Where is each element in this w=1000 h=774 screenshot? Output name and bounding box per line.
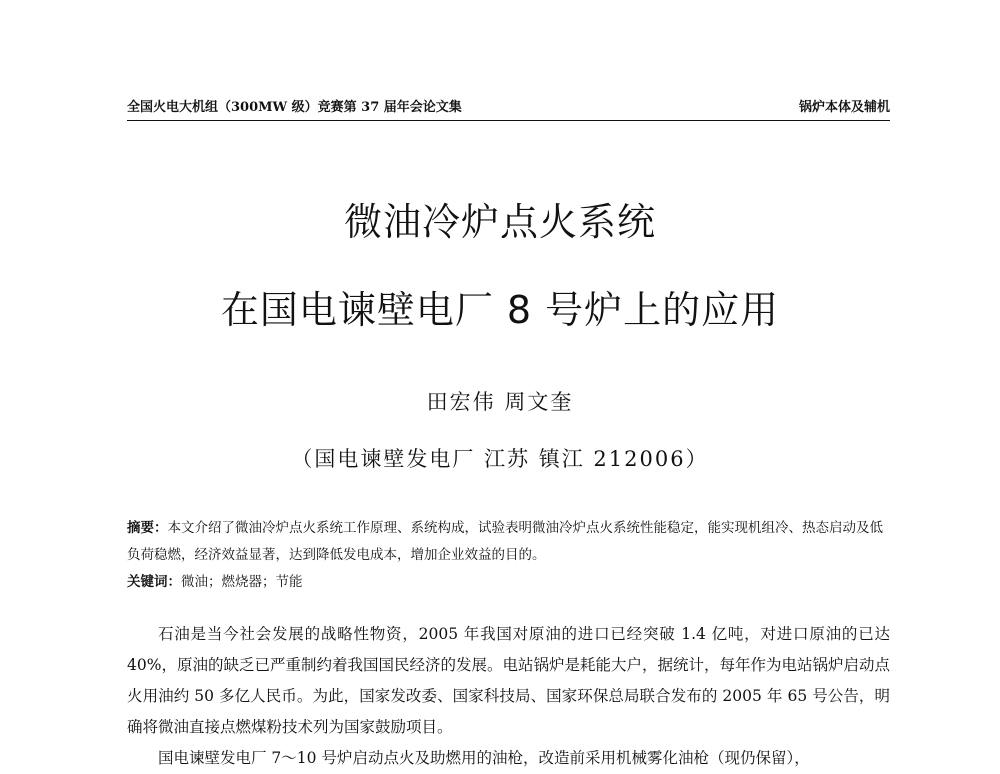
authors: 田宏伟 周文奎 xyxy=(426,390,574,414)
paper-title-line-1: 微油冷炉点火系统 xyxy=(343,200,656,244)
running-header xyxy=(127,94,890,121)
header-proceedings-title: 全国火电大机组（300MW 级）竞赛第 37 届年会论文集 xyxy=(127,100,462,115)
abstract-label: 摘要： xyxy=(127,520,168,536)
keywords xyxy=(127,569,890,596)
keywords-label: 关键词： xyxy=(127,574,181,590)
body-paragraph-1: 石油是当今社会发展的战略性物资，2005 年我国对原油的进口已经突破 1.4 亿吨，对进口原油的已达 40%，原油的缺乏已严重制约着我国国民经济的发展。电站锅炉是耗能大户，据统计，每年作为电站锅炉启动点火用油约 50 多亿人民币。为此，国家发改委、国家科技局、国家环保总局联合发布的 2005 年 65 号公告，明确将微油直接点燃煤粉技术列为国家鼓励项目。 xyxy=(127,625,890,736)
affiliation: （国电谏壁发电厂 江苏 镇江 212006） xyxy=(291,447,709,471)
abstract xyxy=(127,515,890,569)
body-paragraph-2: 国电谏壁发电厂 7～10 号炉启动点火及助燃用的油枪，改造前采用机械雾化油枪（现仍保留）， xyxy=(158,749,810,767)
header-section-name: 锅炉本体及辅机 xyxy=(798,100,890,115)
keywords-text: 微油；燃烧器；节能 xyxy=(181,574,303,590)
paper-title-line-2: 在国电谏壁电厂 8 号炉上的应用 xyxy=(220,288,780,332)
body-text xyxy=(127,619,890,774)
abstract-text: 本文介绍了微油冷炉点火系统工作原理、系统构成，试验表明微油冷炉点火系统性能稳定，能实现机组冷、热态启动及低负荷稳燃，经济效益显著，达到降低发电成本，增加企业效益的目的。 xyxy=(127,520,883,563)
